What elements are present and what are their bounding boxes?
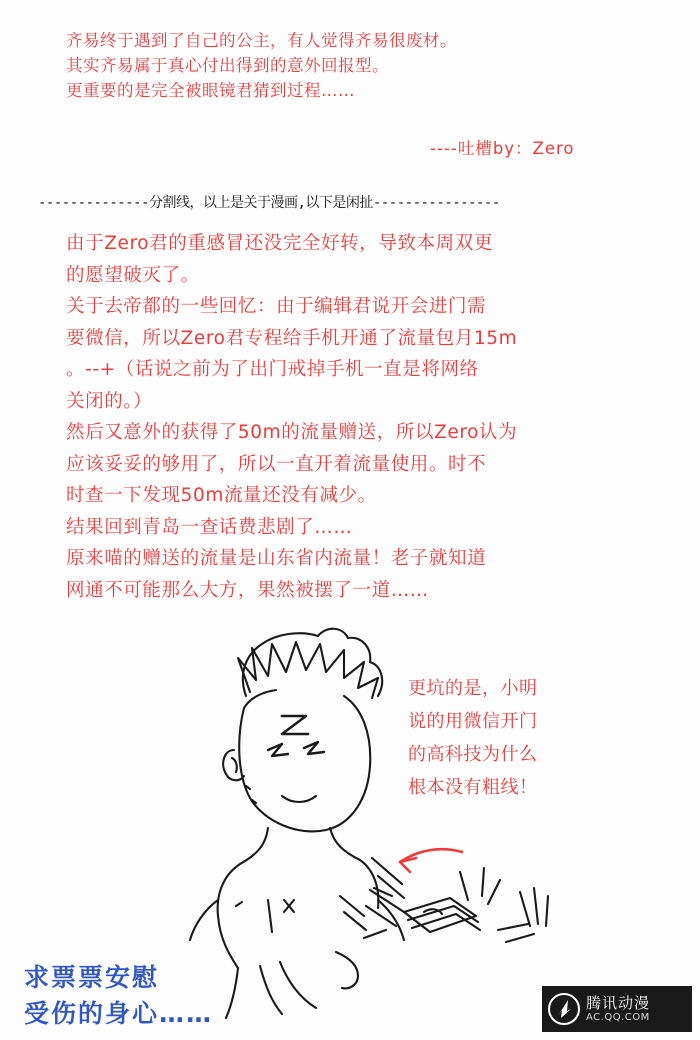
section-divider: --------------分割线，以上是关于漫画,以下是闲扯---------------- [38, 195, 500, 211]
body-line-10: 结果回到青岛一查话费悲剧了…… [66, 516, 353, 538]
vote-request-line-1: 求票票安慰 [24, 963, 160, 992]
watermark-url: AC.QQ.COM [586, 1011, 650, 1023]
watermark-text [586, 995, 650, 1024]
vote-request-text [24, 960, 213, 1032]
red-arrow-icon [400, 849, 462, 872]
body-line-9: 时查一下发现50m流量还没有减少。 [66, 485, 377, 506]
author-body-text [66, 228, 666, 606]
top-commentary-line-3: 更重要的是完全被眼镜君猜到过程…… [66, 81, 355, 100]
speech-line-3: 的高科技为什么 [408, 744, 538, 765]
body-line-2: 的愿望破灭了。 [66, 264, 200, 286]
top-commentary-line-1: 齐易终于遇到了自己的公主，有人觉得齐易很废材。 [66, 31, 457, 50]
body-line-11: 原来喵的赠送的流量是山东省内流量！老子就知道 [66, 548, 487, 569]
body-line-8: 应该妥妥的够用了，所以一直开着流量使用。时不 [66, 453, 487, 475]
speech-line-4: 根本没有粗线！ [408, 777, 538, 798]
speech-line-1: 更坑的是，小明 [408, 678, 538, 699]
speech-text [408, 672, 538, 804]
commentary-signature: ----吐槽by：Zero [430, 139, 575, 158]
body-line-5: 。--+（话说之前为了出门戒掉手机一直是将网络 [66, 359, 479, 380]
watermark-title: 腾讯动漫 [586, 993, 651, 1012]
body-line-6: 关闭的。） [66, 390, 153, 412]
top-commentary [66, 28, 646, 103]
body-line-7: 然后又意外的获得了50m的流量赠送，所以Zero认为 [66, 422, 518, 443]
watermark [542, 986, 692, 1032]
body-line-4: 要微信，所以Zero君专程给手机开通了流量包月15m [66, 327, 518, 349]
body-line-1: 由于Zero君的重感冒还没完全好转，导致本周双更 [66, 233, 493, 254]
body-line-12: 网通不可能那么大方，果然被摆了一道…… [66, 579, 429, 601]
speech-line-2: 说的用微信开门 [408, 711, 538, 732]
vote-request-line-2: 受伤的身心…… [24, 999, 214, 1028]
top-commentary-line-2: 其实齐易属于真心付出得到的意外回报型。 [66, 56, 389, 75]
body-line-3: 关于去帝都的一些回忆：由于编辑君说开会进门需 [66, 296, 487, 317]
tencent-comic-logo-icon [548, 993, 580, 1025]
